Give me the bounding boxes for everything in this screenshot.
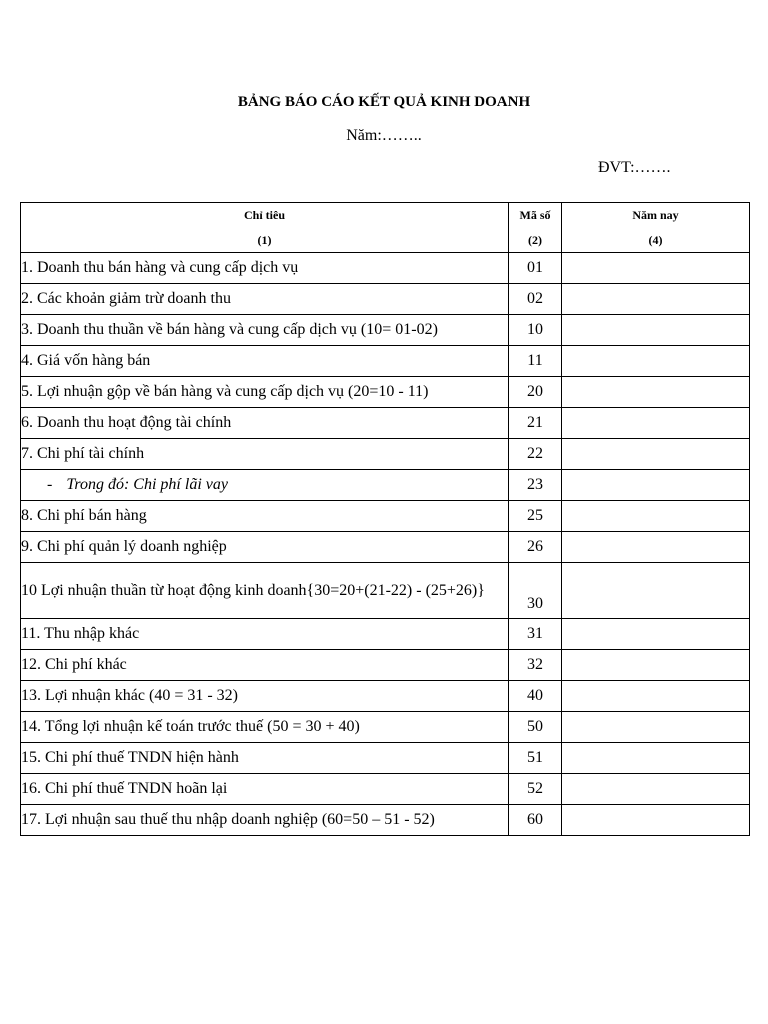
row-name: 6. Doanh thu hoạt động tài chính [21, 408, 509, 439]
table-row [21, 650, 750, 681]
row-value [562, 377, 750, 408]
row-name: 1. Doanh thu bán hàng và cung cấp dịch vụ [21, 253, 509, 284]
row-value [562, 315, 750, 346]
income-statement-table [20, 202, 750, 836]
row-code: 50 [509, 712, 562, 743]
row-code: 10 [509, 315, 562, 346]
row-name: 10 Lợi nhuận thuần từ hoạt động kinh doanh{30=20+(21-22) - (25+26)} [21, 563, 509, 619]
table-row [21, 408, 750, 439]
header-current-year-label: Năm nay [632, 208, 679, 222]
row-name: 9. Chi phí quản lý doanh nghiệp [21, 532, 509, 563]
header-indicator [21, 203, 509, 253]
table-row [21, 501, 750, 532]
table-row [21, 253, 750, 284]
header-code [509, 203, 562, 253]
header-current-year [562, 203, 750, 253]
row-code: 32 [509, 650, 562, 681]
table-header-row [21, 203, 750, 253]
header-indicator-sub: (1) [257, 233, 272, 247]
table-row [21, 284, 750, 315]
row-dash: - [47, 476, 53, 493]
row-code: 52 [509, 774, 562, 805]
header-indicator-label: Chỉ tiêu [243, 208, 285, 222]
row-code: 51 [509, 743, 562, 774]
row-name: 16. Chi phí thuế TNDN hoãn lại [21, 774, 509, 805]
row-code: 31 [509, 619, 562, 650]
row-code: 60 [509, 805, 562, 836]
row-value [562, 284, 750, 315]
row-code: 30 [509, 563, 562, 619]
row-code: 01 [509, 253, 562, 284]
row-code: 23 [509, 470, 562, 501]
row-value [562, 532, 750, 563]
row-code: 02 [509, 284, 562, 315]
header-code-sub: (2) [528, 233, 542, 247]
row-value [562, 774, 750, 805]
table-row [21, 805, 750, 836]
row-value [562, 408, 750, 439]
document-title: BẢNG BÁO CÁO KẾT QUẢ KINH DOANH [237, 94, 531, 110]
row-name: 3. Doanh thu thuần về bán hàng và cung cấp dịch vụ (10= 01-02) [21, 315, 509, 346]
table-row [21, 346, 750, 377]
row-name: 2. Các khoản giảm trừ doanh thu [21, 284, 509, 315]
row-name: 17. Lợi nhuận sau thuế thu nhập doanh nghiệp (60=50 – 51 - 52) [21, 805, 509, 836]
table-row [21, 315, 750, 346]
row-name: 5. Lợi nhuận gộp về bán hàng và cung cấp dịch vụ (20=10 - 11) [21, 377, 509, 408]
table-row [21, 532, 750, 563]
row-code: 22 [509, 439, 562, 470]
table-row [21, 377, 750, 408]
row-value [562, 619, 750, 650]
row-value [562, 470, 750, 501]
row-subitem-text: Trong đó: Chi phí lãi vay [66, 476, 228, 493]
row-name: 14. Tổng lợi nhuận kế toán trước thuế (50 = 30 + 40) [21, 712, 509, 743]
table-row [21, 470, 750, 501]
row-name: 11. Thu nhập khác [21, 619, 509, 650]
row-name: 13. Lợi nhuận khác (40 = 31 - 32) [21, 681, 509, 712]
header-current-year-sub: (4) [648, 233, 663, 247]
row-name: 7. Chi phí tài chính [21, 439, 509, 470]
unit-label: ĐVT:……. [598, 159, 671, 176]
row-code: 26 [509, 532, 562, 563]
row-name-subitem [21, 470, 509, 501]
row-value [562, 563, 750, 619]
year-label: Năm:…….. [346, 127, 422, 144]
table-row [21, 563, 750, 619]
header-code-label: Mã số [519, 208, 551, 222]
row-name: 15. Chi phí thuế TNDN hiện hành [21, 743, 509, 774]
row-name: 8. Chi phí bán hàng [21, 501, 509, 532]
table-row [21, 774, 750, 805]
row-code: 21 [509, 408, 562, 439]
table-row [21, 681, 750, 712]
row-name: 4. Giá vốn hàng bán [21, 346, 509, 377]
row-name: 12. Chi phí khác [21, 650, 509, 681]
row-value [562, 439, 750, 470]
row-value [562, 805, 750, 836]
table-row [21, 619, 750, 650]
table-row [21, 439, 750, 470]
row-code: 20 [509, 377, 562, 408]
row-code: 25 [509, 501, 562, 532]
row-code: 11 [509, 346, 562, 377]
row-value [562, 346, 750, 377]
row-value [562, 650, 750, 681]
row-value [562, 712, 750, 743]
table-row [21, 743, 750, 774]
row-value [562, 681, 750, 712]
row-value [562, 743, 750, 774]
row-value [562, 253, 750, 284]
row-code: 40 [509, 681, 562, 712]
table-row [21, 712, 750, 743]
row-value [562, 501, 750, 532]
